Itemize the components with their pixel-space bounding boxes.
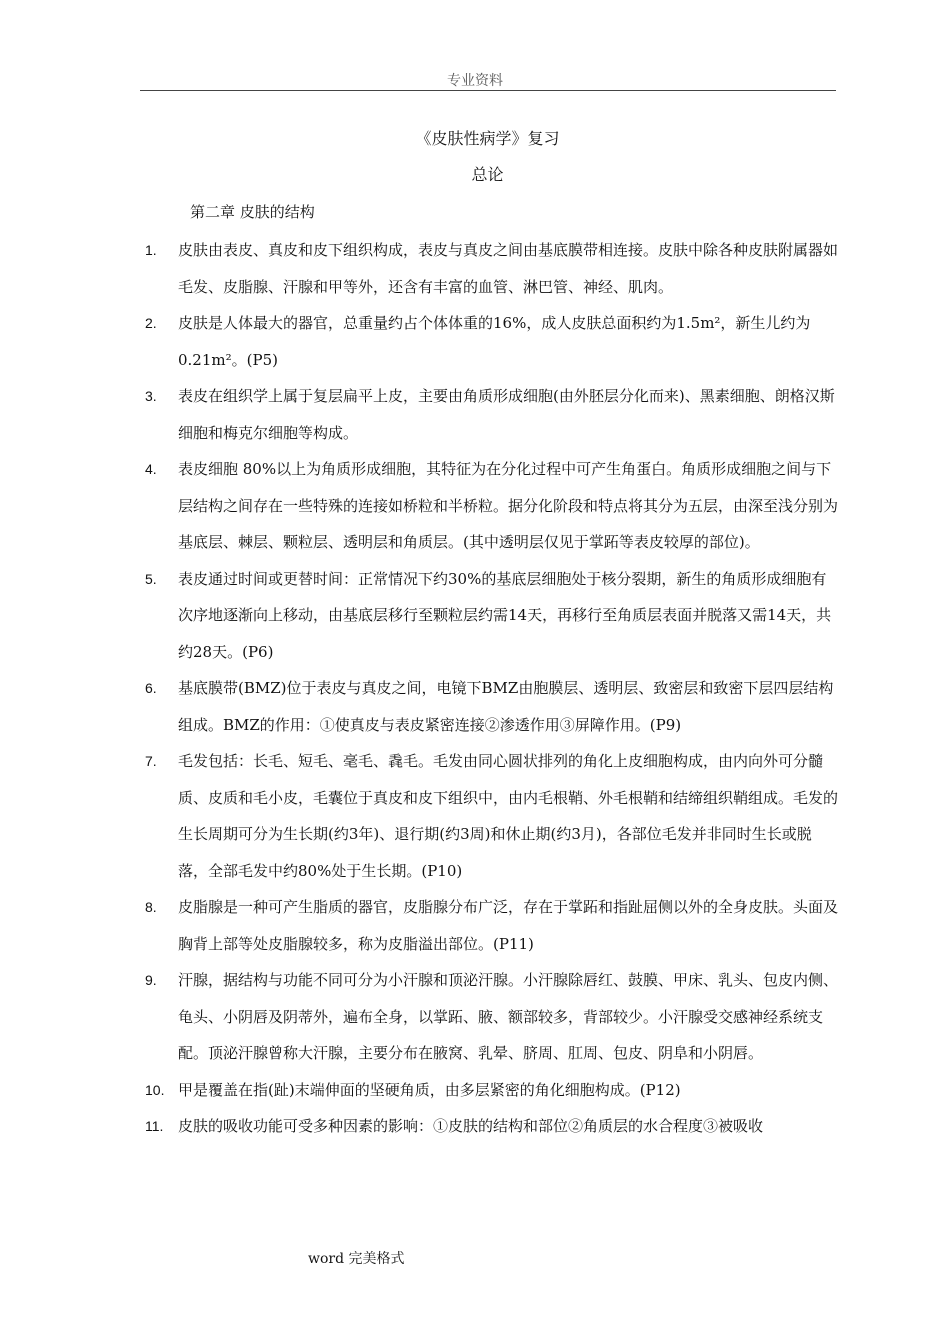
item-text: 表皮细胞 80%以上为角质形成细胞，其特征为在分化过程中可产生角蛋白。角质形成细胞之间与下层结构之间存在一些特殊的连接如桥粒和半桥粒。据分化阶段和特点将其分为五层，由深至浅分别为基底层、棘层、颗粒层、透明层和角质层。(其中透明层仅见于掌跖等表皮较厚的部位)。 [178, 460, 839, 551]
item-text: 表皮通过时间或更替时间：正常情况下约30%的基底层细胞处于核分裂期，新生的角质形成细胞有次序地逐渐向上移动，由基底层移行至颗粒层约需14天，再移行至角质层表面并脱落又需14天，共约28天。(P6) [178, 569, 832, 661]
list-item [145, 451, 840, 561]
list-item [145, 889, 840, 962]
list-item [145, 561, 840, 671]
list-item [145, 378, 840, 451]
item-text: 表皮在组织学上属于复层扁平上皮，主要由角质形成细胞(由外胚层分化而来)、黑素细胞、朗格汉斯细胞和梅克尔细胞等构成。 [178, 387, 835, 442]
item-text: 皮肤由表皮、真皮和皮下组织构成，表皮与真皮之间由基底膜带相连接。皮肤中除各种皮肤附属器如毛发、皮脂腺、汗腺和甲等外，还含有丰富的血管、淋巴管、神经、肌肉。 [178, 241, 839, 296]
list-item [145, 962, 840, 1072]
list-item [145, 232, 840, 305]
item-text: 皮脂腺是一种可产生脂质的器官，皮脂腺分布广泛，存在于掌跖和指趾屈侧以外的全身皮肤。头面及胸背上部等处皮脂腺较多，称为皮脂溢出部位。(P11) [178, 898, 839, 953]
item-number: 7. [145, 753, 157, 769]
page-footer: word 完美格式 [308, 1251, 405, 1267]
item-number: 10. [145, 1081, 165, 1098]
list-item [145, 670, 840, 743]
item-number: 4. [145, 461, 157, 477]
list-item [145, 1072, 840, 1109]
item-number: 3. [145, 388, 157, 404]
item-text: 皮肤的吸收功能可受多种因素的影响：①皮肤的结构和部位②角质层的水合程度③被吸收 [178, 1117, 764, 1135]
item-number: 11. [145, 1118, 164, 1134]
list-item [145, 1108, 840, 1145]
item-number: 2. [145, 315, 157, 331]
document-title: 《皮肤性病学》复习 [415, 129, 560, 148]
item-text: 甲是覆盖在指(趾)末端伸面的坚硬角质，由多层紧密的角化细胞构成。(P12) [178, 1080, 681, 1099]
list-item [145, 305, 840, 378]
page-header: 专业资料 [447, 73, 503, 89]
item-text: 基底膜带(BMZ)位于表皮与真皮之间，电镜下BMZ由胞膜层、透明层、致密层和致密下层四层结构组成。BMZ的作用：①使真皮与表皮紧密连接②渗透作用③屏障作用。(P9) [178, 679, 834, 734]
item-number: 9. [145, 972, 157, 988]
list-item [145, 743, 840, 889]
item-text: 汗腺，据结构与功能不同可分为小汗腺和顶泌汗腺。小汗腺除唇红、鼓膜、甲床、乳头、包皮内侧、龟头、小阴唇及阴蒂外，遍布全身，以掌跖、腋、额部较多，背部较少。小汗腺受交感神经系统支配。顶泌汗腺曾称大汗腺，主要分布在腋窝、乳晕、脐周、肛周、包皮、阴阜和小阴唇。 [178, 971, 839, 1062]
item-number: 6. [145, 680, 157, 696]
numbered-list [145, 232, 840, 1145]
header-divider [140, 90, 836, 91]
item-number: 5. [145, 570, 157, 587]
item-text: 毛发包括：长毛、短毛、毫毛、毳毛。毛发由同心圆状排列的角化上皮细胞构成，由内向外可分髓质、皮质和毛小皮，毛囊位于真皮和皮下组织中，由内毛根鞘、外毛根鞘和结缔组织鞘组成。毛发的生长周期可分为生长期(约3年)、退行期(约3周)和休止期(约3月)，各部位毛发并非同时生长或脱落，全部毛发中约80%处于生长期。(P10) [178, 752, 839, 880]
section-title: 总论 [471, 165, 504, 184]
item-text: 皮肤是人体最大的器官，总重量约占个体体重的16%，成人皮肤总面积约为1.5m²，新生儿约为0.21m²。(P5) [178, 314, 811, 369]
item-number: 8. [145, 899, 157, 915]
item-number: 1. [145, 242, 157, 258]
chapter-heading: 第二章 皮肤的结构 [190, 203, 315, 221]
